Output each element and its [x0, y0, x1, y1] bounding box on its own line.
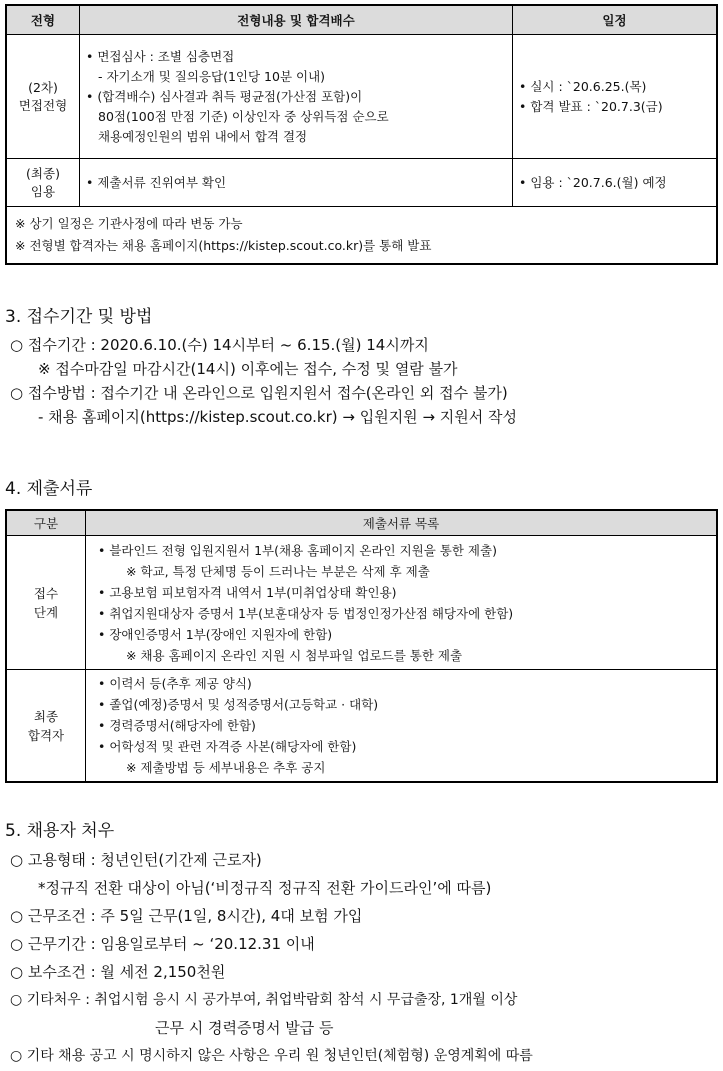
section-3-title: 3. 접수기간 및 방법	[5, 307, 153, 327]
table-notes-row	[6, 207, 717, 265]
note-line: ※ 전형별 합격자는 채용 홈페이지(https://kistep.scout.co.kr)를 통해 발표	[15, 238, 432, 253]
table-header-row	[6, 510, 717, 536]
schedule-line: • 실시 : `20.6.25.(목)	[519, 78, 647, 94]
section-5-body	[10, 846, 533, 1070]
header-category: 구분	[6, 510, 86, 536]
document-item: • 취업지원대상자 증명서 1부(보훈대상자 등 법정인정가산점 해당자에 한함)	[98, 605, 514, 621]
section-line: ○ 보수조건 : 월 세전 2,150천원	[10, 963, 226, 981]
section-line: ○ 고용형태 : 청년인턴(기간제 근로자)	[10, 851, 262, 869]
type-line: 단계	[33, 604, 59, 620]
schedule-line: • 합격 발표 : `20.7.3(금)	[519, 98, 663, 114]
interview-type-cell	[6, 35, 80, 159]
header-schedule: 일정	[513, 5, 718, 35]
document-item: • 졸업(예정)증명서 및 성적증명서(고등학교 · 대학)	[98, 697, 379, 712]
documents-table	[5, 509, 718, 783]
final-type-cell	[6, 159, 80, 207]
section-line: ※ 접수마감일 마감시간(14시) 이후에는 접수, 수정 및 열람 불가	[38, 360, 458, 378]
section-3-body	[10, 333, 517, 429]
content-line: • 면접심사 : 조별 심층면접	[86, 48, 235, 64]
section-line: ○ 근무기간 : 임용일로부터 ~ ‘20.12.31 이내	[10, 935, 315, 953]
type-line: 접수	[33, 585, 59, 601]
document-item: • 어학성적 및 관련 자격증 사본(해당자에 한함)	[98, 739, 357, 754]
table-row-application	[6, 536, 717, 670]
section-line: ○ 기타처우 : 취업시험 응시 시 공가부여, 취업박람회 참석 시 무급출장, 1개월 이상	[10, 992, 518, 1008]
type-line: (최종)	[26, 165, 60, 181]
content-line: • (합격배수) 심사결과 취득 평균점(가산점 포함)이	[86, 88, 363, 104]
document-item: • 블라인드 전형 입원지원서 1부(채용 홈페이지 온라인 지원을 통한 제출)	[98, 542, 497, 558]
final-pass-items-cell	[86, 670, 718, 783]
header-documents: 제출서류 목록	[86, 510, 718, 536]
section-5-title: 5. 채용자 처우	[5, 821, 115, 841]
type-line: 면접전형	[18, 97, 68, 113]
application-items-cell	[86, 536, 718, 670]
table-row-interview	[6, 35, 717, 159]
section-line: ○ 접수방법 : 접수기간 내 온라인으로 입원지원서 접수(온라인 외 접수 불가)	[10, 384, 508, 402]
final-schedule-cell: • 임용 : `20.7.6.(월) 예정	[513, 159, 718, 207]
interview-schedule-cell	[513, 35, 718, 159]
table-row-final-pass	[6, 670, 717, 783]
selection-schedule-table	[5, 4, 718, 265]
final-pass-type-cell	[6, 670, 86, 783]
section-line: 근무 시 경력증명서 발급 등	[155, 1019, 334, 1037]
document-item: ※ 제출방법 등 세부내용은 추후 공지	[126, 760, 326, 775]
document-item: ※ 채용 홈페이지 온라인 지원 시 첨부파일 업로드를 통한 제출	[126, 647, 463, 663]
note-line: ※ 상기 일정은 기관사정에 따라 변동 가능	[15, 216, 243, 231]
section-line: ○ 기타 채용 공고 시 명시하지 않은 사항은 우리 원 청년인턴(체험형) 운영계획에 따름	[10, 1048, 533, 1064]
header-type: 전형	[6, 5, 80, 35]
document-item: • 경력증명서(해당자에 한함)	[98, 718, 256, 733]
header-content: 전형내용 및 합격배수	[80, 5, 513, 35]
section-line: ○ 근무조건 : 주 5일 근무(1일, 8시간), 4대 보험 가입	[10, 907, 363, 925]
notes-cell	[6, 207, 717, 265]
document-item: • 이력서 등(추후 제공 양식)	[98, 676, 252, 691]
content-line: - 자기소개 및 질의응답(1인당 10분 이내)	[98, 68, 326, 84]
document-item: ※ 학교, 특정 단체명 등이 드러나는 부분은 삭제 후 제출	[126, 563, 430, 579]
table-row-final	[6, 159, 717, 207]
interview-content-cell	[80, 35, 513, 159]
type-line: (2차)	[28, 79, 58, 95]
section-line: - 채용 홈페이지(https://kistep.scout.co.kr) → 입원지원 → 지원서 작성	[38, 408, 517, 426]
type-line: 임용	[30, 183, 56, 199]
final-content-cell: • 제출서류 진위여부 확인	[80, 159, 513, 207]
type-line: 합격자	[27, 727, 65, 743]
section-line: *정규직 전환 대상이 아님(‘비정규직 정규직 전환 가이드라인’에 따름)	[38, 879, 492, 897]
table-header-row	[6, 5, 717, 35]
content-line: 채용예정인원의 범위 내에서 합격 결정	[98, 128, 308, 144]
application-type-cell	[6, 536, 86, 670]
type-line: 최종	[33, 708, 59, 724]
section-4-title: 4. 제출서류	[5, 479, 93, 499]
document-item: • 고용보험 피보험자격 내역서 1부(미취업상태 확인용)	[98, 584, 397, 600]
content-line: 80점(100점 만점 기준) 이상인자 중 상위득점 순으로	[98, 108, 389, 124]
section-line: ○ 접수기간 : 2020.6.10.(수) 14시부터 ~ 6.15.(월) 14시까지	[10, 336, 429, 354]
document-item: • 장애인증명서 1부(장애인 지원자에 한함)	[98, 626, 333, 642]
